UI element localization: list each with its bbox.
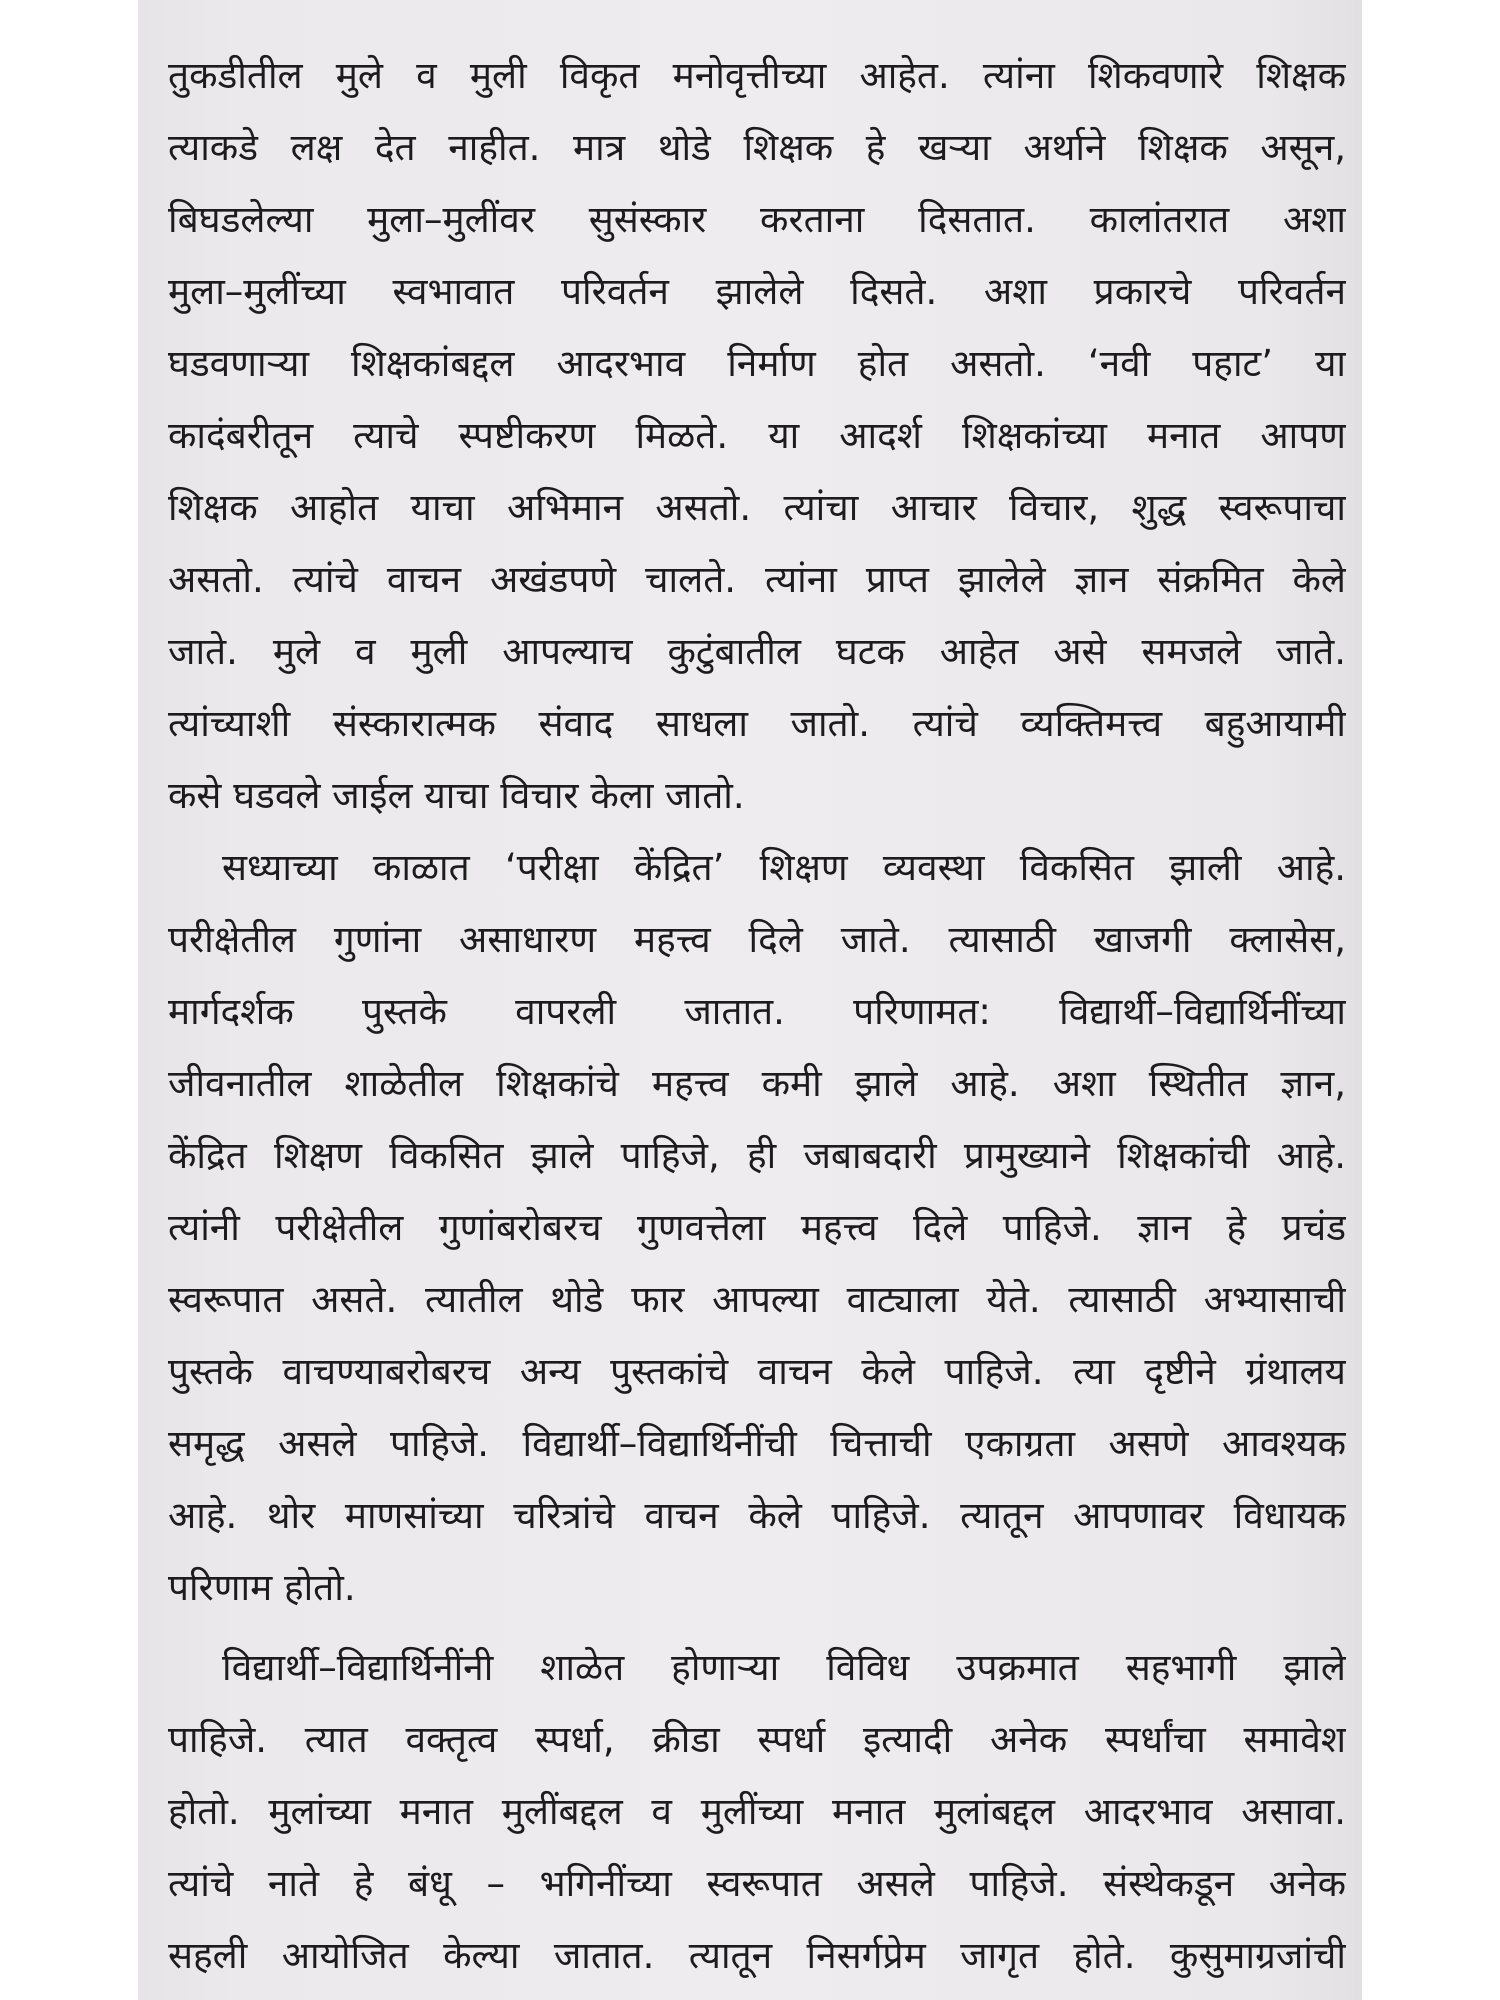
text-line: त्यांचे नाते हे बंधू – भगिनींच्या स्वरूपात असले पाहिजे. संस्थेकडून अनेक [168, 1862, 1346, 1905]
text-line: त्यांनी परीक्षेतील गुणांबरोबरच गुणवत्तेला महत्त्व दिले पाहिजे. ज्ञान हे प्रचंड [168, 1206, 1346, 1249]
paragraph-3 [168, 1632, 1346, 1992]
text-line: पुस्तके वाचण्याबरोबरच अन्य पुस्तकांचे वाचन केले पाहिजे. त्या दृष्टीने ग्रंथालय [168, 1350, 1346, 1393]
page-text [168, 40, 1346, 1992]
text-line: घडवणाऱ्या शिक्षकांबद्दल आदरभाव निर्माण होत असतो. ‘नवी पहाट’ या [168, 342, 1346, 385]
text-line: सध्याच्या काळात ‘परीक्षा केंद्रित’ शिक्षण व्यवस्था विकसित झाली आहे. [222, 846, 1346, 889]
text-line: परीक्षेतील गुणांना असाधारण महत्त्व दिले जाते. त्यासाठी खाजगी क्लासेस, [168, 918, 1346, 961]
text-line: विद्यार्थी–विद्यार्थिनींनी शाळेत होणाऱ्या विविध उपक्रमात सहभागी झाले [222, 1646, 1346, 1689]
text-line: समृद्ध असले पाहिजे. विद्यार्थी–विद्यार्थिनींची चित्ताची एकाग्रता असणे आवश्यक [168, 1422, 1346, 1465]
paragraph-spacer [168, 1624, 1346, 1632]
text-line: कादंबरीतून त्याचे स्पष्टीकरण मिळते. या आदर्श शिक्षकांच्या मनात आपण [168, 414, 1346, 457]
text-line: जीवनातील शाळेतील शिक्षकांचे महत्त्व कमी झाले आहे. अशा स्थितीत ज्ञान, [168, 1062, 1346, 1105]
text-line: परिणाम होतो. [168, 1566, 356, 1609]
text-line: स्वरूपात असते. त्यातील थोडे फार आपल्या वाट्याला येते. त्यासाठी अभ्यासाची [168, 1278, 1346, 1321]
text-line: मुला–मुलींच्या स्वभावात परिवर्तन झालेले दिसते. अशा प्रकारचे परिवर्तन [168, 270, 1346, 313]
text-line: शिक्षक आहोत याचा अभिमान असतो. त्यांचा आचार विचार, शुद्ध स्वरूपाचा [168, 486, 1346, 529]
text-line: त्यांच्याशी संस्कारात्मक संवाद साधला जातो. त्यांचे व्यक्तिमत्त्व बहुआयामी [168, 702, 1346, 745]
text-line: आहे. थोर माणसांच्या चरित्रांचे वाचन केले पाहिजे. त्यातून आपणावर विधायक [168, 1494, 1346, 1537]
text-line: तुकडीतील मुले व मुली विकृत मनोवृत्तीच्या आहेत. त्यांना शिकवणारे शिक्षक [168, 54, 1346, 97]
text-line: असतो. त्यांचे वाचन अखंडपणे चालते. त्यांना प्राप्त झालेले ज्ञान संक्रमित केले [168, 558, 1346, 601]
text-line: मार्गदर्शक पुस्तके वापरली जातात. परिणामत: विद्यार्थी–विद्यार्थिनींच्या [168, 990, 1346, 1033]
paragraph-2 [168, 832, 1346, 1624]
text-line: होतो. मुलांच्या मनात मुलींबद्दल व मुलींच्या मनात मुलांबद्दल आदरभाव असावा. [168, 1790, 1346, 1833]
text-line: त्याकडे लक्ष देत नाहीत. मात्र थोडे शिक्षक हे खऱ्या अर्थाने शिक्षक असून, [168, 126, 1346, 169]
text-line: सहली आयोजित केल्या जातात. त्यातून निसर्गप्रेम जागृत होते. कुसुमाग्रजांची [168, 1934, 1346, 1977]
text-line: जाते. मुले व मुली आपल्याच कुटुंबातील घटक आहेत असे समजले जाते. [168, 630, 1346, 673]
text-line: बिघडलेल्या मुला–मुलींवर सुसंस्कार करताना दिसतात. कालांतरात अशा [168, 198, 1346, 241]
paragraph-1 [168, 40, 1346, 832]
text-line: पाहिजे. त्यात वक्तृत्व स्पर्धा, क्रीडा स्पर्धा इत्यादी अनेक स्पर्धांचा समावेश [168, 1718, 1346, 1761]
text-line: केंद्रित शिक्षण विकसित झाले पाहिजे, ही जबाबदारी प्रामुख्याने शिक्षकांची आहे. [168, 1134, 1346, 1177]
text-line: कसे घडवले जाईल याचा विचार केला जातो. [168, 774, 745, 817]
